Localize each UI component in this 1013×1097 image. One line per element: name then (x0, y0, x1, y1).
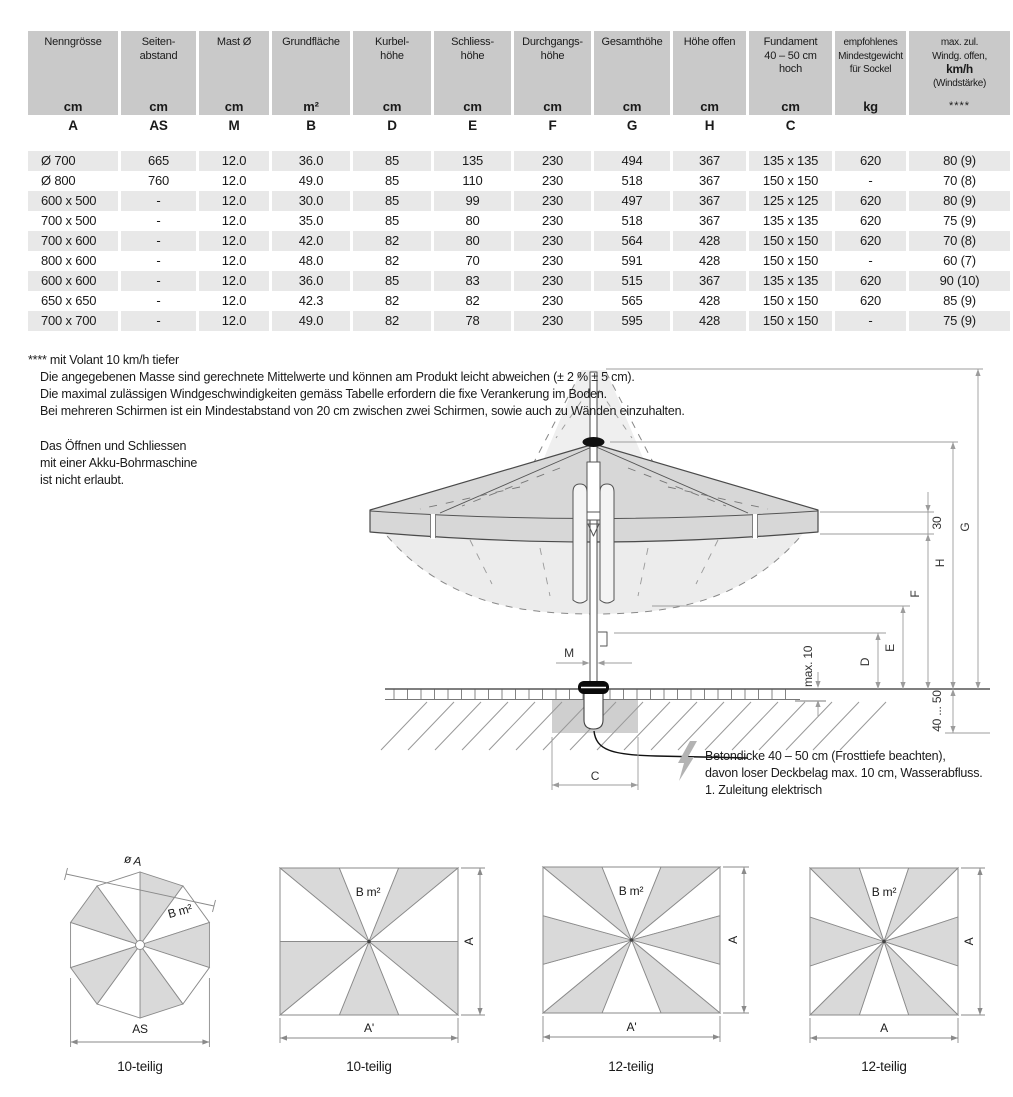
column-letter: H (704, 118, 715, 133)
table-cell: 428 (698, 253, 721, 268)
shape-dim-label: B m² (618, 884, 644, 898)
header-label-line: hoch (778, 63, 803, 75)
shape-caption: 12-teilig (608, 1059, 654, 1074)
shape-caption: 12-teilig (861, 1059, 907, 1074)
warning-line: mit einer Akku-Bohrmaschine (40, 456, 198, 470)
foundation-note-line: 1. Zuleitung elektrisch (705, 783, 822, 797)
table-cell: 85 (353, 271, 431, 291)
table-cell: 700 x 600 (28, 231, 118, 251)
header-label-line: Mindestgewicht (838, 50, 903, 62)
table-cell: 85 (384, 213, 400, 228)
table-cell: 75 (9) (909, 311, 1010, 331)
table-letter-row (28, 115, 1010, 137)
table-cell: 515 (594, 271, 670, 291)
dim-label-d: D (858, 657, 872, 667)
table-cell: 600 x 500 (28, 191, 118, 211)
footnote-line: Die maximal zulässigen Windgeschwindigkeiten gemäss Tabelle erfordern die fixe Verankerung im Boden. (40, 387, 607, 401)
header-label-line: Durchgangs- (522, 36, 583, 48)
table-cell: - (156, 293, 161, 308)
table-cell: 367 (673, 271, 746, 291)
dim-label-g: G (958, 522, 972, 532)
table-cell: 230 (514, 191, 591, 211)
table-cell: 620 (835, 191, 906, 211)
table-cell: 591 (621, 253, 643, 268)
table-cell: - (835, 311, 906, 331)
header-label-line: max. zul. (940, 37, 979, 48)
shape-dim-label: B m² (871, 885, 897, 899)
header-label-line: Fundament (763, 36, 818, 48)
table-cell: 650 x 650 (41, 293, 97, 308)
table-cell: Ø 800 (41, 173, 76, 188)
header-label-line: höhe (460, 49, 485, 62)
column-letter: D (387, 118, 397, 133)
table-header-row (28, 31, 1010, 115)
shape-caption: 10-teilig (117, 1059, 163, 1074)
shape-dim-label: A (462, 937, 476, 946)
header-unit: cm (63, 98, 83, 114)
table-cell: 230 (514, 311, 591, 331)
table-cell: 620 (859, 293, 882, 308)
table-cell: 48.0 (298, 253, 324, 268)
header-label-line: höhe (380, 49, 404, 62)
table-cell: 600 x 600 (28, 271, 118, 291)
table-cell: 518 (621, 173, 643, 188)
header-unit: **** (948, 99, 971, 112)
table-cell: 12.0 (199, 151, 269, 171)
shape-dim-label: A (880, 1021, 888, 1035)
header-label-line: Höhe offen (683, 36, 736, 48)
table-cell: 12.0 (199, 311, 269, 331)
table-cell: 665 (121, 151, 196, 171)
header-cell (909, 31, 1010, 115)
header-cell (514, 31, 591, 115)
table-cell: 230 (514, 271, 591, 291)
table-cell: 135 (434, 151, 511, 171)
dim-label-f: F (908, 590, 922, 598)
dim-label-e: E (883, 644, 897, 652)
table-cell: 367 (673, 151, 746, 171)
column-letter (835, 115, 906, 137)
table-cell: 367 (673, 191, 746, 211)
table-cell: 367 (698, 213, 721, 228)
table-cell: - (156, 213, 161, 228)
table-cell: 82 (465, 293, 480, 308)
header-unit: cm (543, 98, 562, 114)
table-cell: 99 (434, 191, 511, 211)
header-label-line: höhe (540, 49, 565, 62)
table-cell: - (156, 253, 161, 268)
table-cell: 85 (9) (943, 293, 976, 308)
umbrella-side-diagram (0, 360, 1013, 820)
header-cell (28, 31, 118, 115)
table-cell: 12.0 (199, 271, 269, 291)
table-cell: 80 (9) (909, 191, 1010, 211)
table-cell: 12.0 (221, 173, 247, 188)
table-cell: 85 (384, 173, 400, 188)
header-label-line: abstand (139, 49, 178, 62)
header-label-line: Schliess- (451, 36, 494, 48)
shape-dim-label: ø A (122, 851, 143, 869)
table-cell: 564 (594, 231, 670, 251)
table-cell: - (121, 271, 196, 291)
spec-table (28, 31, 1010, 331)
table-cell: 80 (465, 213, 480, 228)
table-cell: 428 (673, 311, 746, 331)
header-label-line: Gesamthöhe (601, 36, 663, 48)
table-cell: 70 (8) (943, 173, 976, 188)
umbrella-shape-3 (543, 867, 749, 1074)
table-cell: 150 x 150 (749, 311, 832, 331)
dim-label-m: M (564, 646, 574, 660)
shape-dim-label: AS (132, 1022, 148, 1036)
header-unit: cm (382, 98, 402, 114)
table-cell: 620 (835, 231, 906, 251)
umbrella-shape-4 (810, 868, 985, 1074)
table-cell: 135 x 135 (762, 213, 819, 228)
table-cell: 135 x 135 (749, 271, 832, 291)
table-cell: 150 x 150 (762, 253, 819, 268)
table-cell: 125 x 125 (749, 191, 832, 211)
foundation-note-line: Betondicke 40 – 50 cm (Frosttiefe beachten), (705, 749, 946, 763)
table-cell: 230 (514, 151, 591, 171)
header-unit: cm (224, 98, 244, 114)
table-cell: 620 (859, 213, 882, 228)
table-cell: 700 x 500 (41, 213, 97, 228)
table-cell: 80 (434, 231, 511, 251)
column-letter: C (785, 118, 796, 133)
header-cell (749, 31, 832, 115)
table-cell: 90 (10) (909, 271, 1010, 291)
header-unit: cm (700, 98, 719, 114)
header-label-line: 40 – 50 cm (764, 49, 817, 62)
table-cell: 49.0 (272, 311, 350, 331)
header-cell (353, 31, 431, 115)
shape-dim-label: A' (364, 1021, 374, 1035)
header-label-line: Kurbel- (374, 36, 410, 48)
footnote-line: **** mit Volant 10 km/h tiefer (28, 353, 180, 367)
header-unit: cm (781, 98, 800, 114)
table-cell: 135 x 135 (749, 151, 832, 171)
table-cell: 35.0 (298, 213, 324, 228)
column-letter: G (626, 118, 638, 133)
column-letter: B (306, 118, 316, 133)
table-cell: 497 (594, 191, 670, 211)
table-cell: 78 (434, 311, 511, 331)
table-cell: 230 (541, 213, 564, 228)
table-cell: 428 (673, 231, 746, 251)
table-cell: 12.0 (221, 293, 247, 308)
table-cell: 42.0 (272, 231, 350, 251)
table-cell: 30.0 (272, 191, 350, 211)
table-cell: 620 (835, 271, 906, 291)
header-label-line: Seiten- (141, 36, 176, 48)
header-cell (434, 31, 511, 115)
table-cell: 760 (147, 173, 170, 188)
table-cell: 12.0 (199, 191, 269, 211)
table-cell: 12.0 (221, 253, 247, 268)
header-label-line: Grundfläche (282, 36, 340, 48)
header-cell (199, 31, 269, 115)
table-body (28, 151, 1010, 331)
table-cell: 85 (353, 151, 431, 171)
header-label-line: (Windstärke) (932, 77, 987, 89)
table-cell: Ø 700 (28, 151, 118, 171)
table-cell: 82 (353, 311, 431, 331)
column-letter (909, 115, 1010, 137)
table-cell: 494 (594, 151, 670, 171)
table-cell: 518 (621, 213, 643, 228)
header-label-line: für Sockel (849, 64, 892, 75)
foundation-note (705, 749, 983, 797)
umbrella-shape-2 (280, 868, 485, 1074)
header-unit: kg (863, 98, 878, 114)
table-cell: 12.0 (221, 213, 247, 228)
table-cell: 60 (7) (943, 253, 976, 268)
table-cell: 75 (9) (943, 213, 976, 228)
table-cell: 230 (514, 231, 591, 251)
table-cell: 36.0 (272, 271, 350, 291)
dim-label-c: C (590, 769, 600, 783)
dim-label-4050: 40 ... 50 (930, 690, 944, 732)
table-cell: 150 x 150 (762, 173, 819, 188)
foundation-note-line: davon loser Deckbelag max. 10 cm, Wasserabfluss. (705, 766, 983, 780)
table-cell: 49.0 (298, 173, 324, 188)
table-cell: 110 (462, 173, 483, 188)
column-letter: A (68, 118, 78, 133)
table-cell: - (868, 173, 873, 188)
table-cell: 70 (465, 253, 480, 268)
shape-dim-label: A (726, 936, 740, 944)
table-cell: 82 (384, 253, 400, 268)
table-cell: 230 (541, 293, 564, 308)
header-unit: cm (149, 98, 168, 114)
table-cell: 80 (9) (909, 151, 1010, 171)
table-cell: - (868, 253, 873, 268)
table-cell: 82 (353, 231, 431, 251)
table-cell: 428 (698, 293, 721, 308)
header-label-line: Nenngrösse (44, 36, 102, 48)
column-letter: M (228, 118, 240, 133)
table-cell: 83 (434, 271, 511, 291)
header-unit: m² (303, 98, 319, 114)
table-cell: 70 (8) (909, 231, 1010, 251)
header-cell (272, 31, 350, 115)
column-letter: AS (149, 118, 168, 133)
footnote-line: Bei mehreren Schirmen ist ein Mindestabstand von 20 cm zwischen zwei Schirmen, sowie auch zu Wänden einzuhalten. (40, 404, 685, 418)
warning-line: Das Öffnen und Schliessen (40, 439, 187, 453)
table-cell: 36.0 (272, 151, 350, 171)
table-cell: 82 (384, 293, 400, 308)
header-label-line: km/h (946, 62, 973, 76)
warning-line: ist nicht erlaubt. (40, 473, 124, 487)
shape-caption: 10-teilig (346, 1059, 392, 1074)
table-cell: - (121, 191, 196, 211)
shape-dim-label: B m² (355, 885, 381, 899)
table-cell: 595 (594, 311, 670, 331)
shape-dim-label: A' (626, 1020, 637, 1034)
table-cell: 230 (541, 173, 564, 188)
table-cell: 150 x 150 (749, 231, 832, 251)
table-cell: 150 x 150 (762, 293, 819, 308)
table-cell: 565 (621, 293, 643, 308)
header-cell (121, 31, 196, 115)
header-cell (673, 31, 746, 115)
shape-dim-label: A (962, 937, 976, 946)
dim-label-max10: max. 10 (801, 645, 815, 687)
column-letter: F (548, 118, 557, 133)
header-label-line: empfohlenes (843, 37, 898, 48)
table-cell: 230 (541, 253, 564, 268)
table-footnotes (28, 352, 685, 420)
table-cell: 620 (835, 151, 906, 171)
table-cell: 800 x 600 (41, 253, 97, 268)
umbrella-shape-1 (65, 851, 216, 1074)
shape-dim-label: B m² (166, 901, 194, 922)
table-cell: 85 (353, 191, 431, 211)
header-unit: cm (622, 98, 642, 114)
operation-warning (40, 438, 197, 489)
column-letter: E (468, 118, 477, 133)
table-cell: 12.0 (199, 231, 269, 251)
dim-label-30: 30 (930, 516, 944, 530)
table-cell: - (121, 311, 196, 331)
header-cell (594, 31, 670, 115)
table-cell: 700 x 700 (28, 311, 118, 331)
dim-label-h: H (933, 558, 947, 568)
table-cell: - (121, 231, 196, 251)
umbrella-top-views (0, 830, 1013, 1097)
footnote-line: Die angegebenen Masse sind gerechnete Mittelwerte und können am Produkt leicht abweichen (± 2 % ± 5 cm). (40, 370, 635, 384)
header-cell (835, 31, 906, 115)
table-cell: 367 (698, 173, 721, 188)
table-cell: 42.3 (298, 293, 324, 308)
header-label-line: Mast Ø (216, 36, 252, 48)
header-unit: cm (463, 98, 482, 114)
header-label-line: Windg. offen, (932, 50, 987, 62)
